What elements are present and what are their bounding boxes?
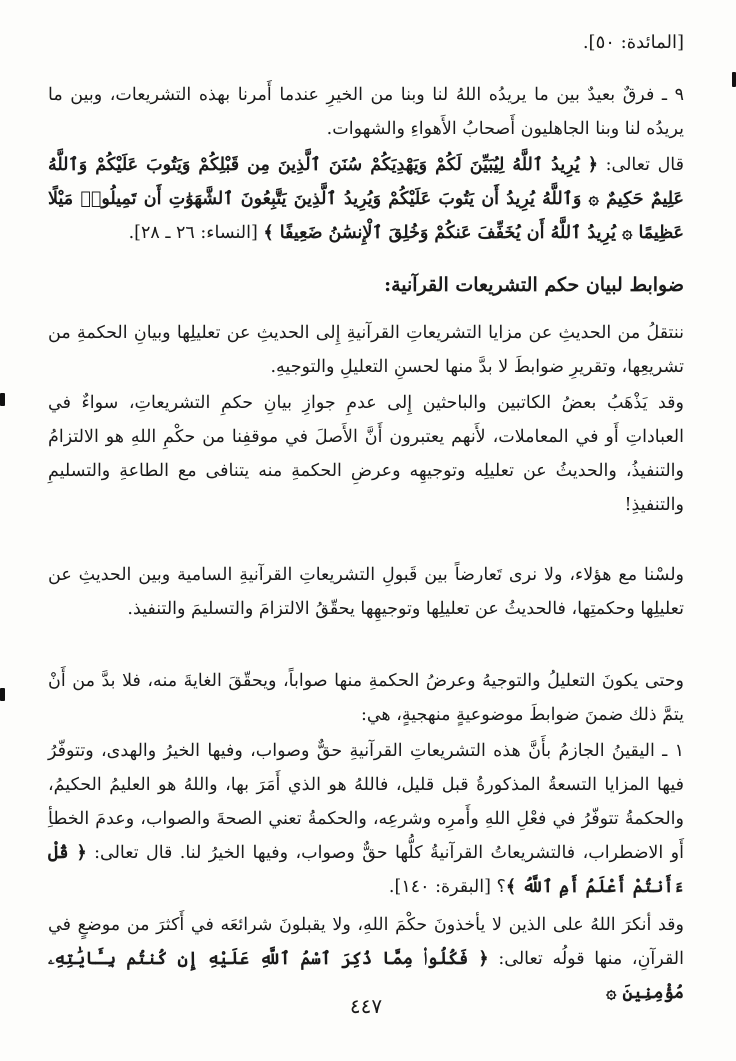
document-page [48,28,684,1038]
margin-marker [0,393,5,406]
verse-reference-nisa: [النساء: ٢٦ ـ ٢٨]. [128,223,264,243]
quote-intro: قال تعالى: [598,155,684,175]
paragraph-point-9: ٩ ـ فرقٌ بعيدٌ بين ما يريدُه اللهُ لنا وبنا من الخيرِ عندما أَمرنا بهذه التشريعات، وبين ما يريدُه لنا وبنا الجاهليون أَصحابُ الأَهواءِ والشهوات. [48,85,684,139]
verse-reference-top: [المائدة: ٥٠]. [582,32,684,53]
verse-reference-baqara: ؟ [البقرة: ١٤٠]. [388,877,506,897]
paragraph-response: ولسْنا مع هؤلاء، ولا نرى تَعارضاً بين قَبولِ التشريعاتِ القرآنيةِ السامية وبين الحديثِ عن تعليلِها وحكمتِها، فالحديثُ عن تعليلِها وتوجيهِها يحقّقُ الالتزامَ والتسليمَ والتنفيذ. [48,565,684,619]
quran-verse-nisa: ﴿ يُرِيدُ ٱللَّهُ لِيُبَيِّنَ لَكُمْ وَيَهْدِيَكُمْ سُنَنَ ٱلَّذِينَ مِن قَبْلِكُمْ وَيَتُوبَ عَلَيْكُمْ وَٱللَّهُ عَلِيمٌ حَكِيمٌ ۞ وَٱللَّهُ يُرِيدُ أَن يَتُوبَ عَلَيْكُمْ وَيُرِيدُ ٱلَّذِينَ يَتَّبِعُونَ ٱلشَّهَوَٰتِ أَن تَمِيلُوا۟ مَيْلًا عَظِيمًا ۞ يُرِيدُ ٱللَّهُ أَن يُخَفِّفَ عَنكُمْ وَخُلِقَ ٱلْإِنسَٰنُ ضَعِيفًا ﴾ [48,155,684,243]
quran-verse-baqara: ﴿ قُلْ ءَأَنتُمْ أَعْلَمُ أَمِ ٱللَّهُ ﴾ [48,843,684,897]
margin-marker [732,72,736,87]
page-number: ٤٤٧ [349,994,383,1018]
paragraph-intro: ننتقلُ من الحديثِ عن مزايا التشريعاتِ القرآنيةِ إِلى الحديثِ عن تعليلِها وبيانِ الحكمةِ من تشريعِها، وتقريرِ ضوابطَ لا بدَّ منها لحسنِ التعليلِ والتوجيهِ. [48,323,684,377]
paragraph-objection: وقد يَذْهَبُ بعضُ الكاتبين والباحثين إِلى عدمِ جوازِ بيانِ حكمِ التشريعاتِ، سواءٌ في العباداتِ أَو في المعاملات، لأَنهم يعتبرون أَنَّ الأَصلَ في موقفِنا من حكْمِ اللهِ هو الالتزامُ والتنفيذُ، والحديثُ عن تعليلِه وتوجيهِه وعرضِ الحكمةِ منه يتنافى مع الطاعةِ والتسليمِ والتنفيذِ! [48,393,684,515]
rejection-text: وقد أنكرَ اللهُ على الذين لا يأخذونَ حكْمَ اللهِ، ولا يقبلونَ شرائعَه في أَكثرَ من موضعٍ في القرآنِ، منها قولُه تعالى: [48,915,684,969]
paragraph-conditions: وحتى يكونَ التعليلُ والتوجيهُ وعرضُ الحكمةِ منها صواباً، ويحقّقَ الغايةَ منه، فلا بدَّ من أَنْ يتمَّ ذلك ضمنَ ضوابطَ موضوعيةٍ منهجيةٍ، هي: [48,671,684,725]
margin-marker [0,688,5,701]
paragraph-quran-quote-1 [48,148,684,250]
section-heading: ضوابط لبيان حكم التشريعات القرآنية: [384,274,684,296]
quran-verse-anam: ﴿ فَكُلُوا۟ مِمَّا ذُكِرَ ٱسْمُ ٱللَّهِ عَلَيْهِ إِن كُنتُم بِـَٔايَٰتِهِۦ مُؤْمِنِينَ ۞ [48,949,684,1003]
paragraph-rule-1 [48,734,684,904]
rule-1-text: ١ ـ اليقينُ الجازمُ بأَنَّ هذه التشريعاتِ القرآنيةِ حقٌّ وصواب، وفيها الخيرُ والهدى، وتتوفّرُ فيها المزايا التسعةُ المذكورةُ قبل قليل، فاللهُ هو الذي أَمَرَ بها، واللهُ هو العليمُ الحكيمُ، والحكمةُ تتوفّرُ في فعْلِ اللهِ وأَمرِه وشرعِه، والحكمةُ تعني الصحةَ والصواب، وعدمَ الخطأِ أَو الاضطراب، فالتشريعاتُ القرآنيةُ كلُّها حقٌّ وصواب، وفيها الخيرُ لنا. قال تعالى: [48,741,684,863]
